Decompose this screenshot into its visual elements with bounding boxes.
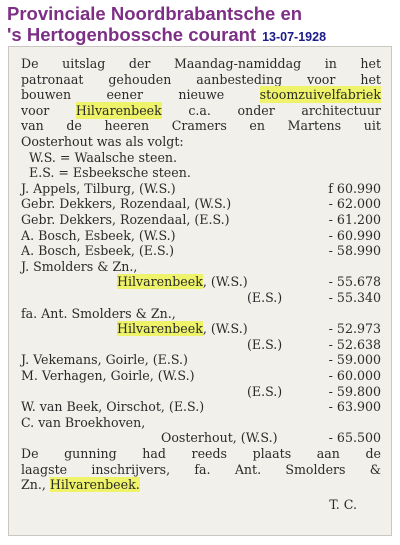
bid-row: [21, 414, 381, 431]
highlighted-word: Hilvarenbeek: [117, 274, 203, 290]
bid-amount: - 52.973: [328, 321, 381, 337]
article-word: patronaat: [21, 71, 84, 87]
article-word: c.a.: [188, 102, 211, 118]
bid-amount: - 58.990: [328, 243, 381, 259]
newspaper-title-line1: Provinciale Noordbrabantsche en: [7, 3, 303, 24]
article-word: heeren: [104, 118, 150, 134]
bid-row: [21, 195, 381, 212]
bid-row: [21, 242, 381, 259]
highlighted-word: Hilvarenbeek: [75, 102, 162, 118]
bid-amount: - 55.340: [328, 290, 381, 305]
bid-amount: [311, 414, 381, 431]
article-word: reeds: [191, 446, 227, 461]
article-word: uit: [363, 118, 381, 134]
article-word: bouwen: [21, 87, 72, 103]
bid-row: [21, 227, 381, 244]
highlighted-word: stoomzuivelfabriek: [259, 87, 381, 103]
bidder-name: Gebr. Dekkers, Rozendaal, (W.S.): [21, 196, 232, 212]
article-line: [21, 71, 381, 88]
bidder-name: fa. Ant. Smolders & Zn.,: [21, 305, 176, 321]
bidder-name: Oosterhout, (W.S.): [161, 430, 278, 446]
article-word: de: [365, 446, 381, 461]
article-line: [21, 476, 381, 493]
bid-row: [21, 429, 381, 446]
article-word: eener: [106, 87, 143, 103]
bid-row: [21, 383, 381, 400]
article-word: Cramers: [171, 118, 227, 134]
bid-amount: f 60.990: [328, 180, 381, 196]
bidder-name: Hilvarenbeek, (W.S.): [117, 321, 248, 337]
bid-row: [21, 180, 381, 197]
article-word: in: [324, 56, 337, 71]
bid-row: [21, 398, 381, 415]
newspaper-header: [7, 3, 397, 48]
bid-amount: - 65.500: [328, 430, 381, 446]
bid-amount: [311, 305, 381, 322]
bidder-name: Hilvarenbeek, (W.S.): [117, 274, 248, 290]
bid-row: [21, 258, 381, 275]
bidder-name: C. van Broekhoven,: [21, 414, 146, 430]
article-word: &: [369, 461, 381, 477]
bidder-name: M. Verhagen, Goirle, (W.S.): [21, 368, 195, 383]
bid-amount: [311, 258, 381, 275]
article-word: plaats: [252, 446, 292, 461]
article-word: laagste: [21, 461, 68, 477]
bid-amount: - 59.000: [328, 352, 381, 368]
article-word: aan: [316, 446, 340, 461]
article-word: van: [21, 118, 44, 134]
bid-row: [21, 336, 381, 353]
article-word: Maandag-namiddag: [173, 56, 302, 71]
article-word: gehouden: [108, 71, 172, 87]
bidder-name: J. Smolders & Zn.,: [21, 258, 138, 274]
article-word: aanbesteding: [196, 71, 283, 87]
article-word: onder: [237, 102, 275, 118]
article-text: Zn.,: [21, 477, 50, 493]
article-word: architectuur: [301, 102, 381, 118]
article-word: de: [66, 118, 82, 134]
article-line: [21, 102, 381, 119]
stone-legend-line: W.S. = Waalsche steen.: [29, 149, 178, 165]
bid-row: [21, 367, 381, 384]
bid-row: [21, 351, 381, 368]
article-signature: T. C.: [329, 496, 357, 512]
article-line: [21, 461, 381, 478]
article-word: Smolders: [285, 461, 346, 477]
article-word: het: [360, 56, 381, 71]
article-word: Ant.: [234, 461, 262, 477]
bidder-name: J. Appels, Tilburg, (W.S.): [21, 180, 176, 196]
bid-amount: - 63.900: [328, 399, 381, 415]
bid-amount: - 59.800: [328, 383, 381, 399]
bid-amount: - 55.678: [328, 274, 381, 290]
article-word: uitslag: [62, 56, 106, 71]
stone-legend-line: E.S. = Esbeeksche steen.: [29, 165, 191, 181]
article-text: Oosterhout was als volgt:: [21, 134, 184, 149]
bid-row: [21, 305, 381, 322]
bidder-name: (E.S.): [247, 290, 283, 305]
article-line: [21, 133, 381, 150]
article-word: fa.: [194, 461, 211, 477]
bidder-name: (E.S.): [247, 383, 283, 399]
bidder-name: W. van Beek, Oirschot, (E.S.): [21, 399, 205, 415]
bid-amount: - 62.000: [328, 196, 381, 212]
bidder-name: (E.S.): [247, 336, 283, 352]
bidder-name: A. Bosch, Esbeek, (W.S.): [21, 227, 176, 243]
article-word: het: [360, 71, 381, 87]
publication-date: 13-07-1928: [262, 30, 327, 44]
article-line: [21, 117, 381, 134]
article-word: gunning: [64, 446, 117, 461]
newspaper-title-line2: [7, 24, 397, 48]
bid-amount: - 60.990: [328, 227, 381, 243]
article-word: had: [142, 446, 166, 461]
highlighted-word: Hilvarenbeek.: [49, 477, 140, 493]
highlighted-word: Hilvarenbeek: [117, 321, 203, 337]
bid-amount: - 60.000: [328, 368, 381, 383]
bid-row: [21, 211, 381, 228]
bid-amount: - 61.200: [328, 212, 381, 227]
article-word: voor: [21, 102, 50, 118]
article-line: [21, 55, 381, 72]
article-word: De: [21, 56, 39, 71]
bid-row: [21, 273, 381, 290]
article-word: nieuwe: [178, 87, 225, 103]
article-line: [21, 86, 381, 103]
bidder-name: A. Bosch, Esbeek, (E.S.): [21, 243, 175, 259]
article-word: Martens: [287, 118, 342, 134]
article-word: De: [21, 446, 39, 461]
article-word: inschrijvers,: [91, 461, 171, 477]
bid-row: [21, 289, 381, 306]
bid-row: [21, 320, 381, 337]
bidder-name: Gebr. Dekkers, Rozendaal, (E.S.): [21, 212, 230, 227]
bidder-name: J. Vekemans, Goirle, (E.S.): [21, 352, 188, 368]
newspaper-clipping: [8, 46, 392, 536]
article-word: en: [249, 118, 265, 134]
article-word: voor: [307, 71, 336, 87]
article-line: [21, 445, 381, 462]
newspaper-title-text: 's Hertogenbossche courant: [7, 24, 257, 45]
bid-amount: - 52.638: [328, 336, 381, 352]
article-word: der: [128, 56, 151, 71]
